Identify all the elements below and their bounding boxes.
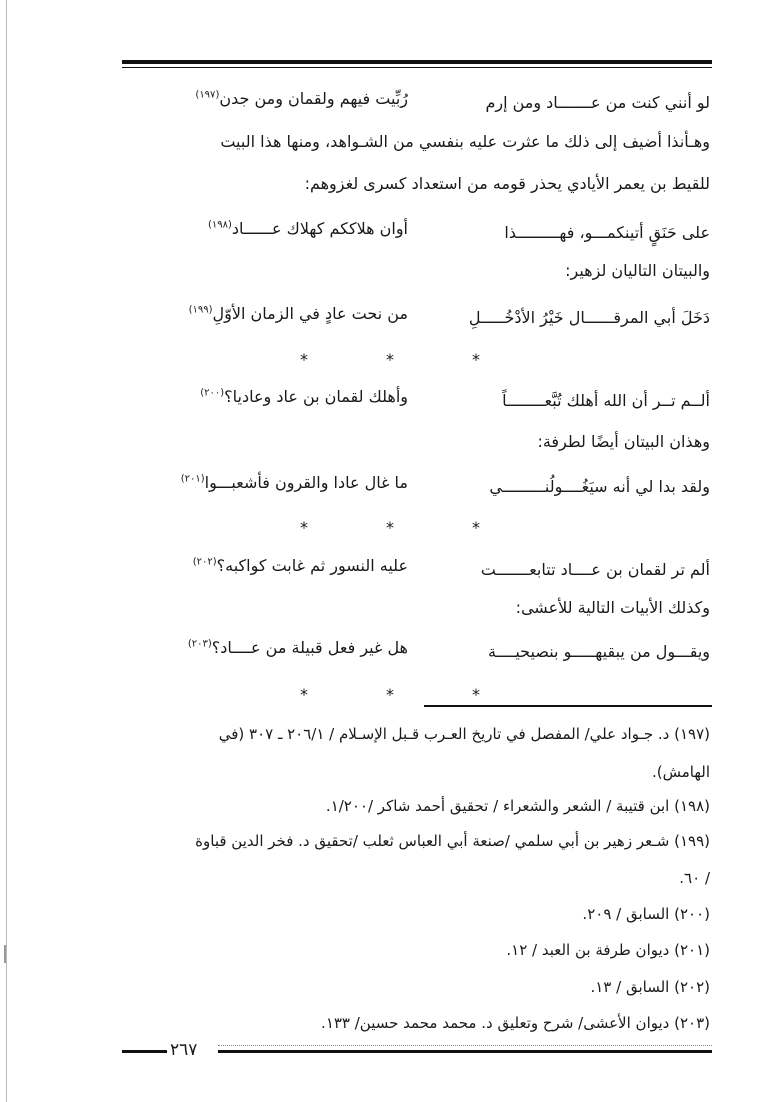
verse-203-first-hemistich: ويقـــول من يبقيهـــــو بنصيحيــــة bbox=[488, 642, 710, 661]
verse-201-second-hemistich: ما غال عادا والقرون فأشعبـــوا$^{(٢٠١)}$ bbox=[180, 473, 408, 492]
footnote-ref-197[interactable]: (١٩٧) bbox=[195, 89, 220, 101]
footnote-ref-203[interactable]: (٢٠٣) bbox=[187, 638, 212, 650]
paragraph-line: والبيتان التاليان لزهير: bbox=[565, 261, 710, 280]
top-rule-thin bbox=[122, 67, 712, 68]
separator-star: * bbox=[386, 685, 394, 704]
footnote-199: (١٩٩) شـعر زهير بن أبي سلمي /صنعة أبي العباس ثعلب /تحقيق د. فخر الدين قباوة bbox=[195, 832, 710, 850]
section-separator bbox=[300, 520, 480, 536]
footnote-202: (٢٠٢) السابق / ١٣. bbox=[590, 978, 710, 996]
footnote-ref-201[interactable]: (٢٠١) bbox=[180, 473, 205, 485]
paragraph-line: للقيط بن يعمر الأيادي يحذر قومه من استعداد كسرى لغزوهم: bbox=[304, 174, 710, 193]
footnote-ref-202[interactable]: (٢٠٢) bbox=[192, 556, 217, 568]
verse-198-second-hemistich: أوان هلاككم كهلاك عــــــاد$^{(١٩٨)}$ bbox=[207, 219, 408, 238]
footer-rule-right bbox=[218, 1050, 712, 1053]
verse-197-second-hemistich: رُبِّيت فيهم ولقمان ومن جدن$^{(١٩٧)}$ bbox=[195, 89, 408, 108]
footnote-197-continued: الهامش). bbox=[651, 763, 710, 781]
footnote-203: (٢٠٣) ديوان الأعشى/ شرح وتعليق د. محمد محمد حسين/ ١٣٣. bbox=[321, 1014, 710, 1032]
separator-star: * bbox=[472, 518, 480, 537]
separator-star: * bbox=[300, 518, 308, 537]
separator-star: * bbox=[300, 350, 308, 369]
section-separator bbox=[300, 352, 480, 368]
footnote-199-continued: / ٦٠. bbox=[679, 869, 710, 887]
footnote-197: (١٩٧) د. جـواد علي/ المفصل في تاريخ العـرب قـبل الإسـلام / ٢٠٦/١ ـ ٣٠٧ (في bbox=[218, 725, 710, 743]
separator-star: * bbox=[472, 685, 480, 704]
paragraph-line: وكذلك الأبيات التالية للأعشى: bbox=[515, 598, 710, 617]
separator-star: * bbox=[472, 350, 480, 369]
footer-rule-left bbox=[122, 1050, 167, 1053]
paragraph-line: وهـأنذا أضيف إلى ذلك ما عثرت عليه بنفسي من الشـواهد، ومنها هذا البيت bbox=[220, 132, 710, 151]
verse-197-first-hemistich: لو أنني كنت من عـــــــاد ومن إرم bbox=[485, 93, 710, 112]
footer-dotted-rule bbox=[218, 1045, 712, 1046]
verse-198-first-hemistich: على حَنَقٍ أتينكمـــو، فهـــــــــذا bbox=[504, 223, 710, 242]
footnote-ref-200[interactable]: (٢٠٠) bbox=[200, 387, 225, 399]
page-margin-line bbox=[6, 0, 7, 1102]
separator-star: * bbox=[386, 518, 394, 537]
section-separator bbox=[300, 687, 480, 703]
verse-203-second-hemistich: هل غير فعل قبيلة من عــــاد؟$^{(٢٠٣)}$ bbox=[187, 638, 408, 657]
footnote-ref-198[interactable]: (١٩٨) bbox=[207, 219, 232, 231]
footnote-198: (١٩٨) ابن قتيبة / الشعر والشعراء / تحقيق أحمد شاكر /١/٢٠٠. bbox=[325, 797, 710, 815]
paragraph-line: وهذان البيتان أيضًا لطرفة: bbox=[537, 432, 710, 451]
verse-201-first-hemistich: ولقد بدا لي أنه سيَغُــــولُنـــــــــي bbox=[489, 477, 710, 496]
separator-star: * bbox=[386, 350, 394, 369]
footnote-201: (٢٠١) ديوان طرفة بن العبد / ١٢. bbox=[506, 941, 710, 959]
top-rule bbox=[122, 60, 712, 64]
verse-200-second-hemistich: وأهلك لقمان بن عاد وعاديا؟$^{(٢٠٠)}$ bbox=[200, 387, 408, 406]
page-number: ٢٦٧ bbox=[170, 1040, 198, 1060]
verse-202-second-hemistich: عليه النسور ثم غابت كواكبه؟$^{(٢٠٢)}$ bbox=[192, 556, 408, 575]
footnote-200: (٢٠٠) السابق / ٢٠٩. bbox=[582, 905, 710, 923]
separator-star: * bbox=[300, 685, 308, 704]
verse-200-first-hemistich: ألــم تــر أن الله أهلك تُبَّعــــــــاً bbox=[502, 391, 710, 410]
footnote-ref-199[interactable]: (١٩٩) bbox=[188, 304, 213, 316]
footnote-separator bbox=[424, 705, 712, 707]
verse-199-second-hemistich: من نحت عادٍ في الزمان الأوّلِ$^{(١٩٩)}$ bbox=[188, 304, 408, 323]
margin-tick bbox=[4, 945, 6, 963]
verse-199-first-hemistich: دَخَلَ أبي المرقــــــال خَيْرُ الأدْخُـــــلِ bbox=[468, 308, 710, 327]
verse-202-first-hemistich: ألم تر لقمان بن عــــاد تتابعـــــــت bbox=[480, 560, 710, 579]
